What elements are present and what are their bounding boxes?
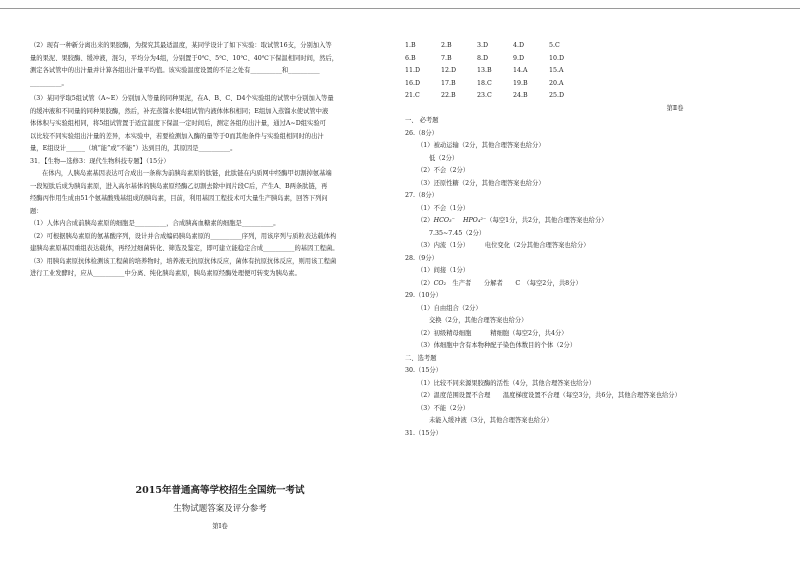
q29-answer: （3）体细胞中含有本物种配子染色体数目的个体（2分） xyxy=(417,342,577,349)
answer-key-title-block xyxy=(100,484,340,532)
q26-answer: （2）不会（2分） xyxy=(417,167,470,174)
q31-title: 31．【生物—选修3：现代生物科技专题】（15分） xyxy=(30,157,170,165)
answer-cell: 18.C xyxy=(477,79,492,87)
answer-cell: 7.B xyxy=(441,54,452,62)
q2-line-3: 测定各试管中的出汁量并计算各组出汁量平均值。该实验温度设置的不足之处有__________和__________ xyxy=(30,67,320,74)
choice-answer-grid xyxy=(405,40,785,103)
q31-stem-2: 一段短肽后成为胰岛素原，进入高尔基体的胰岛素原经酶乙切割去除中间片段C后，产生A、B两条肽链，再 xyxy=(30,182,328,190)
q2-line-2: 量的果泥、果胶酶、缓冲液，混匀，平均分为4组，分别置于0℃、5℃、10℃、40℃下保温相同时间，然后， xyxy=(30,54,339,62)
q31-stem-4: 题： xyxy=(30,207,43,215)
q27-part-label: （2） xyxy=(417,217,434,224)
q2-line-1: （2）现有一种新分离出来的果胶酶，为探究其最适温度，某同学设计了如下实验：取试管16支，分别加入等 xyxy=(30,42,332,49)
q31-answer-heading: 31.（15分） xyxy=(405,429,442,437)
bicarbonate-formula: HCO₃⁻ xyxy=(433,217,455,224)
answer-cell: 8.D xyxy=(477,54,489,62)
answer-cell: 5.C xyxy=(549,42,560,49)
answer-cell: 22.B xyxy=(441,92,456,99)
q3-line-2: 的缓冲液和不同量的同种果胶酶，然后，补充蒸馏水使4组试管内液体体积相同；E组加入蒸馏水使试管中液 xyxy=(30,107,329,115)
q31-stem-3: 经酶丙作用生成由51个氨基酸残基组成的胰岛素，目前，利用基因工程技术可大量生产胰岛素，回答下列问 xyxy=(30,195,328,202)
answer-cell: 19.B xyxy=(513,79,528,87)
q27-heading: 27.（8分） xyxy=(405,192,438,199)
q29-answer: 交换（2分，其他合理答案也给分） xyxy=(429,317,528,324)
answer-cell: 10.D xyxy=(549,54,565,62)
answer-key-subtitle: 生物试题答案及评分参考 xyxy=(173,504,267,514)
q30-answer: （3）不能（2分） xyxy=(417,404,470,412)
q3-line-4: 以比较不同实验组出汁量的差异，本实验中，若要检测加入酶的量等于0而其他条件与实验组相同时的出汁 xyxy=(30,132,324,140)
left-column xyxy=(30,40,380,281)
q3-line-5: 量，E组设计______（填“能”或“不能”）达到目的，其原因是__________。 xyxy=(30,145,237,152)
q3-line-3: 体体积与实验组相同，将5组试管置于适宜温度下保温一定时间后，测定各组的出汁量，通过A~D组实验可 xyxy=(30,120,326,127)
answer-cell: 14.A xyxy=(513,67,528,74)
q26-answer: （1）被动运输（2分，其他合理答案也给分） xyxy=(417,142,545,149)
q31-sub-4: （3）用胰岛素原抗体检测该工程菌的培养物时，培养液无抗原抗体反应，菌体有抗原抗体反应，则用该工程菌 xyxy=(30,257,337,265)
q31-sub-1: （1）人体内合成前胰岛素原的细胞是__________，合成胰高血糖素的细胞是__________。 xyxy=(30,220,280,227)
q30-answer: 未能入缓冲液（3分，其他合理答案也给分） xyxy=(429,417,553,424)
right-column xyxy=(405,40,785,440)
q27-answer: （3）内流（1分） 电位变化（2分其他合理答案也给分） xyxy=(417,242,590,249)
q28-heading: 28.（9分） xyxy=(405,254,438,262)
q31-sub-2: （2）可根据胰岛素原的氨基酸序列，设计并合成编码胰岛素原的__________序列，用该序列与质粒表达载体构 xyxy=(30,232,337,240)
answer-cell: 16.D xyxy=(405,79,421,87)
volume-2-heading: 第Ⅱ卷 xyxy=(666,104,684,112)
q26-answer: 低（2分） xyxy=(429,154,459,162)
answer-cell: 17.B xyxy=(441,79,456,87)
top-rule xyxy=(0,8,800,9)
answer-cell: 20.A xyxy=(549,79,564,87)
answer-cell: 4.D xyxy=(513,42,525,49)
answer-cell: 6.B xyxy=(405,54,416,62)
answer-cell: 24.B xyxy=(513,92,528,99)
section-optional-heading: 二、选考题 xyxy=(405,354,437,362)
q31-stem-1: 在体内，人胰岛素基因表达可合成出一条称为前胰岛素原的肽链，此肽链在内质网中经酶甲切割掉氨基端 xyxy=(42,170,332,177)
answer-cell: 9.D xyxy=(513,54,525,62)
phosphate-formula: HPO₄²⁻ xyxy=(462,217,487,224)
co2-formula: CO₂ xyxy=(433,279,447,287)
q29-answer: （1）自由组合（2分） xyxy=(417,304,482,312)
volume-1-heading: 第Ⅰ卷 xyxy=(212,522,228,530)
q31-sub-3: 建胰岛素原基因重组表达载体，再经过细菌转化、筛选及鉴定，即可建立能稳定合成__________的基因工程菌。 xyxy=(30,245,339,252)
q28-answer-2 xyxy=(405,278,785,291)
answer-cell: 11.D xyxy=(405,67,421,74)
answer-cell: 1.B xyxy=(405,42,416,49)
answer-cell: 3.D xyxy=(477,42,489,49)
exam-title: 2015年普通高等学校招生全国统一考试 xyxy=(135,485,305,496)
q30-answer: （1）比较不同来源果胶酶的活性（4分，其他合理答案也给分） xyxy=(417,379,596,387)
q28-score-note: 生产者 分解者 C （每空2分，共8分） xyxy=(446,279,582,287)
q2-line-4: __________。 xyxy=(30,79,68,87)
q27-answer-2 xyxy=(405,215,785,228)
q27-answer: （1）不会（1分） xyxy=(417,204,470,212)
answer-cell: 15.A xyxy=(549,67,564,74)
q26-heading: 26.（8分） xyxy=(405,129,438,137)
q27-score-note: （每空1分，共2分，其他合理答案也给分） xyxy=(486,217,608,224)
answer-cell: 25.D xyxy=(549,92,565,99)
q29-answer: （2）初级精母细胞 精细胞（每空2分，共4分） xyxy=(417,329,568,337)
q28-part-label: （2） xyxy=(417,279,434,287)
q28-answer: （1）间接（1分） xyxy=(417,267,470,274)
q30-heading: 30.（15分） xyxy=(405,367,442,374)
q30-answer: （2）温度范围设置不合理 温度梯度设置不合理（每空3分，共6分，其他合理答案也给分） xyxy=(417,392,681,399)
answer-cell: 21.C xyxy=(405,92,420,99)
q26-answer: （3）还原性糖（2分，其他合理答案也给分） xyxy=(417,179,545,187)
answer-cell: 23.C xyxy=(477,92,492,99)
q29-heading: 29.（10分） xyxy=(405,292,442,299)
q31-sub-5: 进行工业发酵时，应从__________中分离、纯化胰岛素原，胰岛素原经酶处理便可转变为胰岛素。 xyxy=(30,270,301,277)
q27-answer: 7.35~7.45（2分） xyxy=(429,229,486,237)
section-required-heading: 一、 必考题 xyxy=(405,117,439,124)
answer-cell: 13.B xyxy=(477,67,492,74)
answer-cell: 12.D xyxy=(441,67,457,74)
answer-cell: 2.B xyxy=(441,42,452,49)
q3-line-1: （3）某同学取5组试管（A~E）分别加入等量的同种果泥，在A、B、C、D4个实验组的试管中分别加入等量 xyxy=(30,95,334,102)
